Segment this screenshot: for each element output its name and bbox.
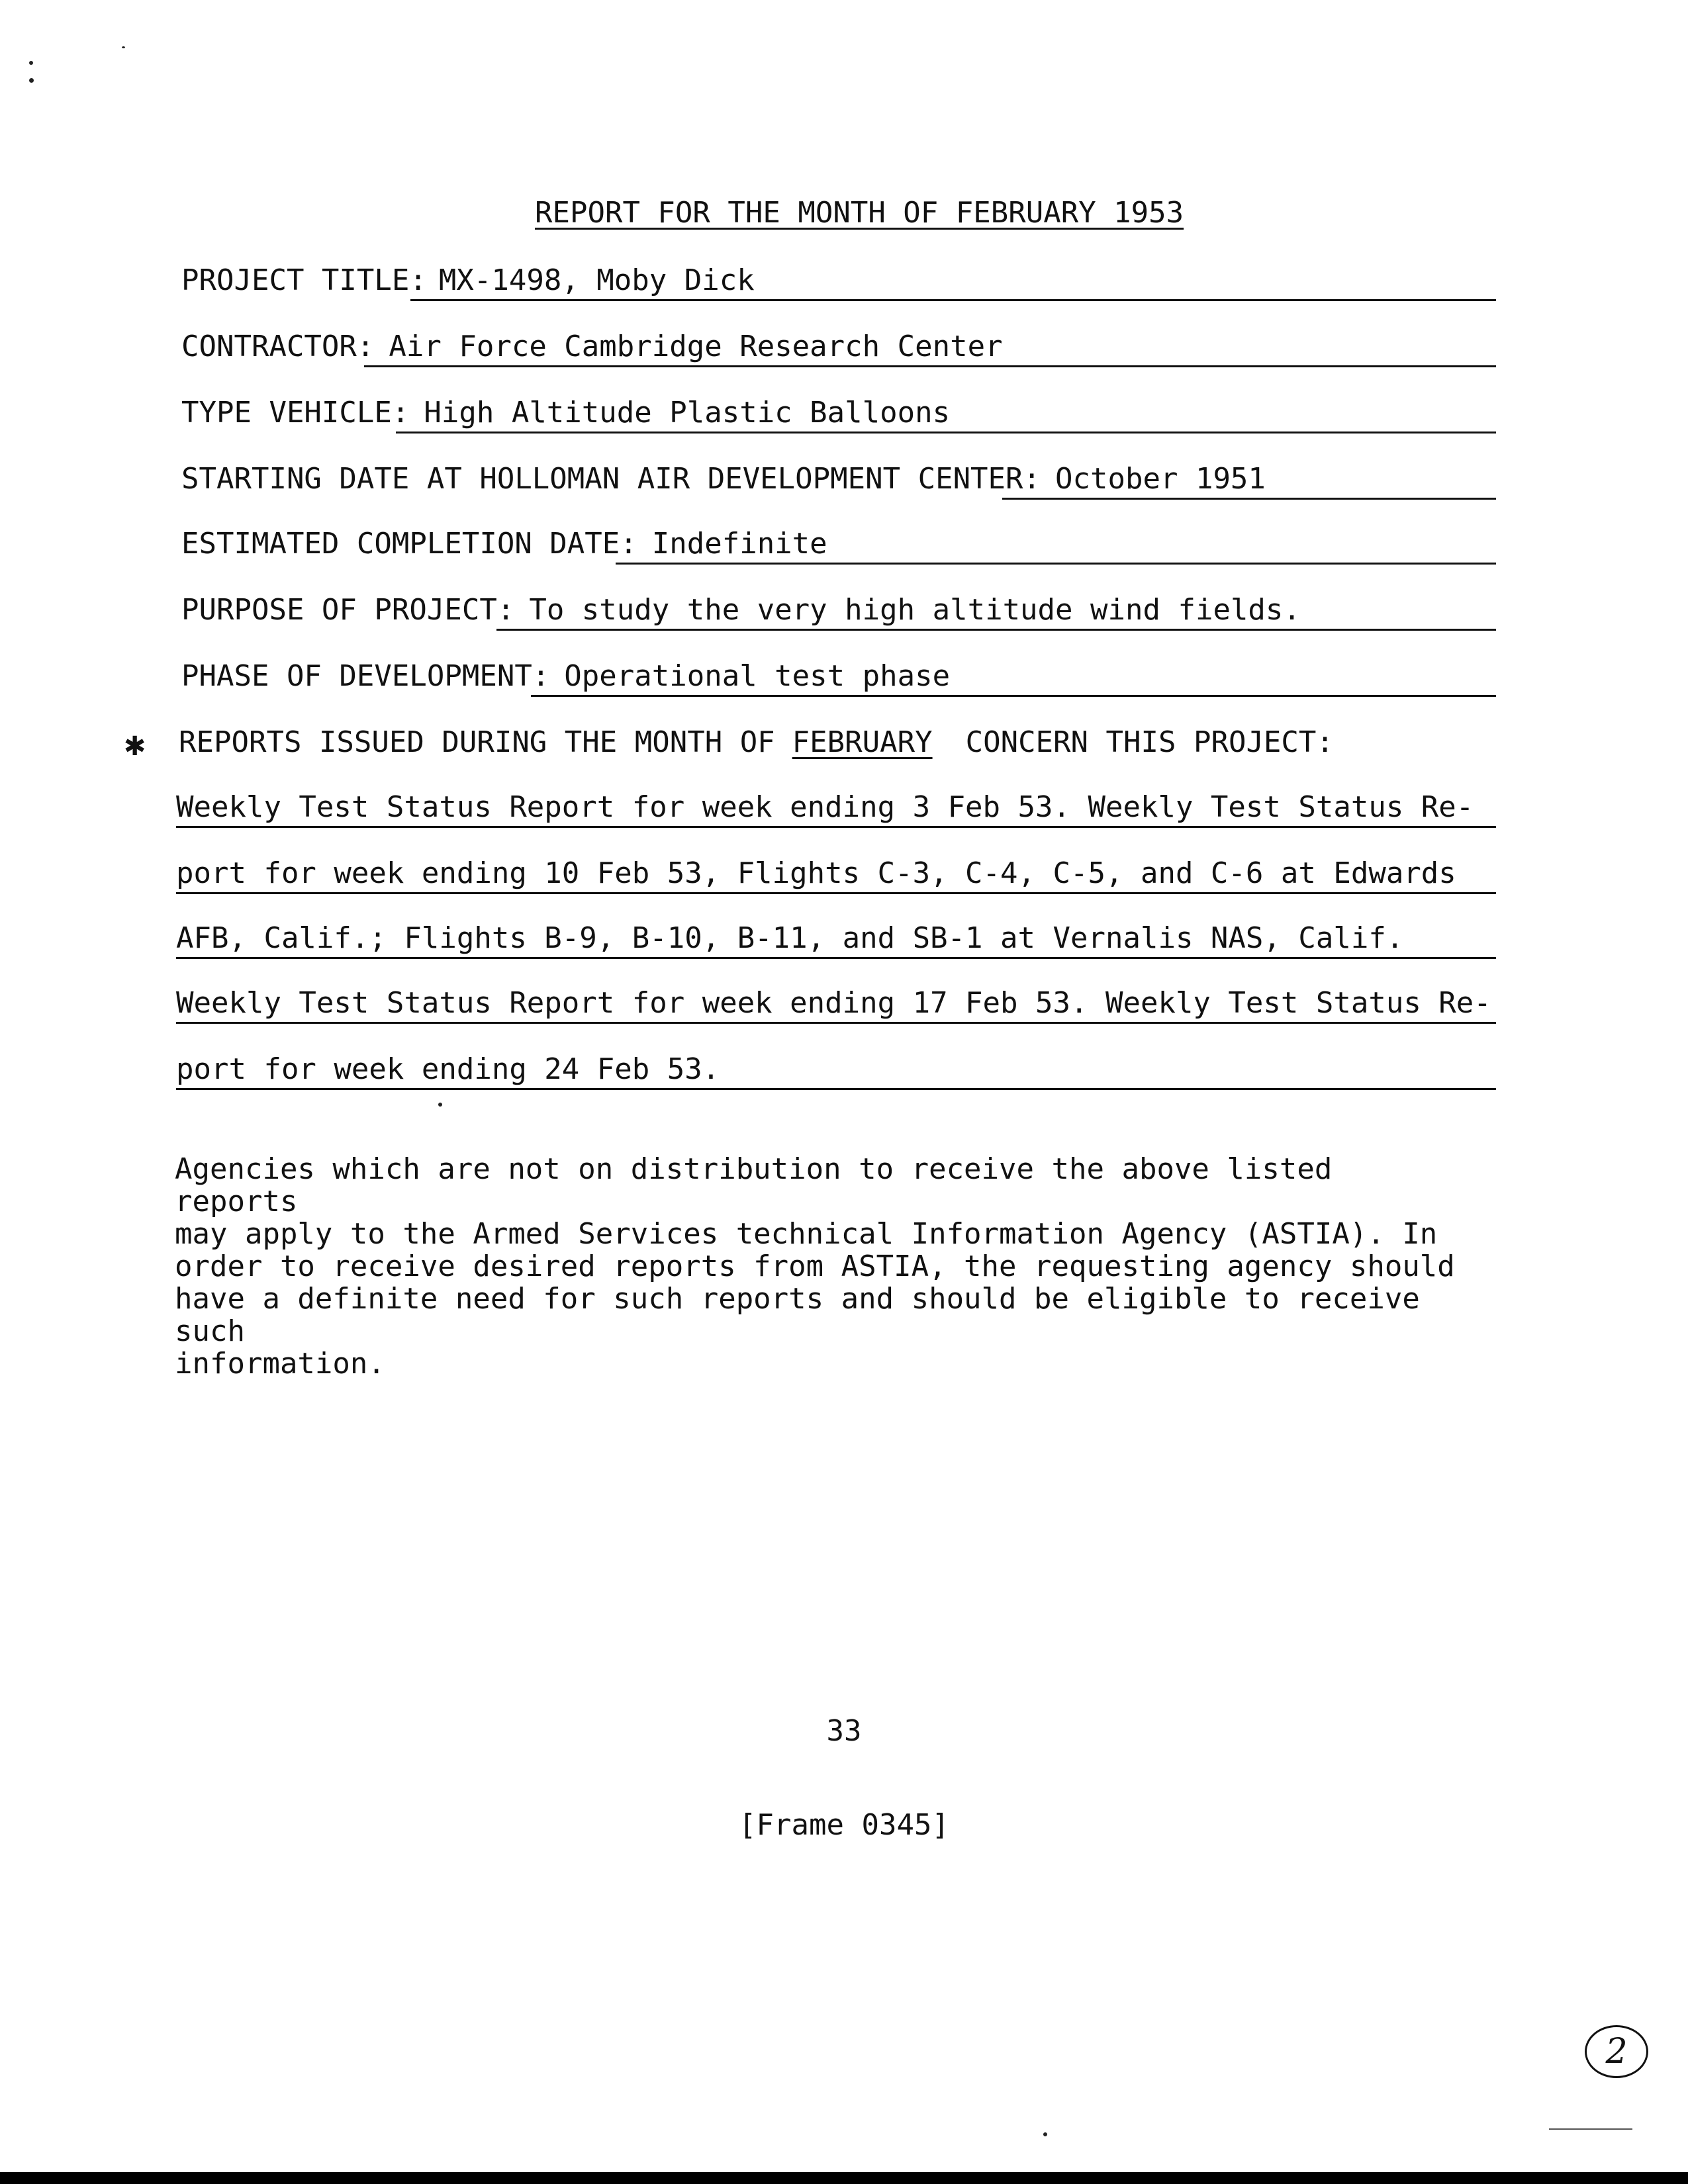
field-underline [616, 563, 1496, 565]
reports-header-suffix: CONCERN THIS PROJECT: [965, 725, 1334, 759]
field-underline [396, 432, 1496, 433]
scan-bottom-edge [0, 2172, 1688, 2184]
field-starting-date [181, 462, 1266, 496]
report-line: Weekly Test Status Report for week ending 3 Feb 53. Weekly Test Status Re- [176, 790, 1474, 824]
circled-number-text: 2 [1605, 2032, 1628, 2071]
scan-speck [122, 46, 125, 48]
field-value: Operational test phase [564, 659, 951, 693]
field-value: To study the very high altitude wind fields. [529, 593, 1301, 627]
field-phase [181, 659, 951, 693]
report-underline [176, 826, 1496, 828]
field-underline [531, 695, 1496, 697]
field-label: STARTING DATE AT HOLLOMAN AIR DEVELOPMENT CENTER: [181, 462, 1041, 496]
field-value: Indefinite [651, 527, 827, 561]
scan-dash [1549, 2128, 1632, 2130]
field-underline [1002, 498, 1496, 500]
reports-header-prefix: REPORTS ISSUED DURING THE MONTH OF [179, 725, 775, 759]
handwritten-asterisk-icon: ✱ [124, 724, 146, 764]
scan-speck [29, 61, 33, 65]
scan-speck [438, 1103, 442, 1107]
handwritten-circled-number [1585, 2025, 1648, 2078]
report-underline [176, 1088, 1496, 1090]
field-value: Air Force Cambridge Research Center [389, 330, 1003, 363]
field-underline [364, 365, 1496, 367]
report-line: port for week ending 24 Feb 53. [176, 1052, 720, 1086]
page-number: 33 [826, 1714, 862, 1748]
report-line: port for week ending 10 Feb 53, Flights C-3, C-4, C-5, and C-6 at Edwards [176, 856, 1456, 890]
report-underline [176, 1022, 1496, 1024]
reports-header-month: FEBRUARY [792, 725, 933, 759]
field-value: October 1951 [1055, 462, 1266, 496]
scan-speck [1043, 2132, 1047, 2136]
field-purpose [181, 593, 1301, 627]
distribution-note: Agencies which are not on distribution to receive the above listed reports may apply to the Armed Services technical Information Agency (ASTIA). In order to receive desired reports from ASTIA, the requesting agency should have a definite need for such reports and should be eligible to receive such information. [175, 1152, 1455, 1381]
report-line: Weekly Test Status Report for week ending 17 Feb 53. Weekly Test Status Re- [176, 986, 1491, 1020]
frame-label: [Frame 0345] [739, 1808, 949, 1842]
field-label: ESTIMATED COMPLETION DATE: [181, 527, 637, 561]
field-contractor [181, 332, 1003, 361]
field-type-vehicle [181, 398, 950, 428]
field-underline [410, 299, 1496, 301]
field-label: TYPE VEHICLE: [181, 396, 410, 430]
report-line: AFB, Calif.; Flights B-9, B-10, B-11, and SB-1 at Vernalis NAS, Calif. [176, 921, 1404, 955]
field-label: PHASE OF DEVELOPMENT: [181, 659, 550, 693]
field-label: CONTRACTOR: [181, 330, 375, 363]
scan-speck [29, 78, 34, 83]
field-completion-date [181, 529, 827, 559]
field-value: High Altitude Plastic Balloons [424, 396, 951, 430]
field-project-title [181, 263, 755, 297]
report-title: REPORT FOR THE MONTH OF FEBRUARY 1953 [535, 196, 1184, 230]
report-underline [176, 892, 1496, 894]
field-underline [496, 629, 1496, 631]
reports-header [179, 725, 1334, 759]
report-underline [176, 957, 1496, 959]
field-label: PURPOSE OF PROJECT: [181, 593, 515, 627]
field-label: PROJECT TITLE: [181, 263, 427, 297]
field-value: MX-1498, Moby Dick [438, 263, 755, 297]
